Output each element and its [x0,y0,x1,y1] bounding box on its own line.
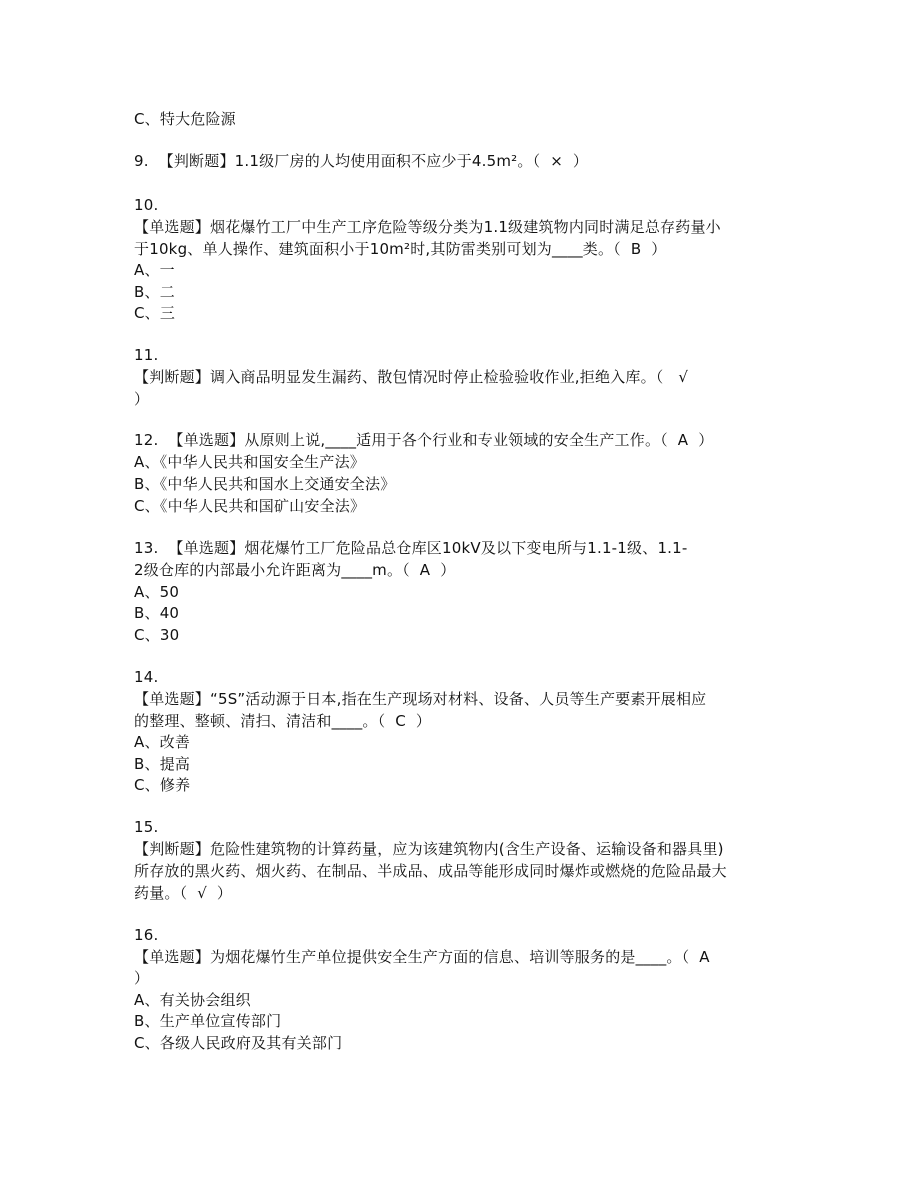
text-line: 14. [134,668,159,686]
text-line: ） [134,969,150,987]
text-line: C、三 [134,304,176,322]
text-line: B、二 [134,283,175,301]
text-line: C、《中华人民共和国矿山安全法》 [134,497,366,515]
text-line: 【判断题】调入商品明显发生漏药、散包情况时停止检验验收作业,拒绝入库。（ √ [134,368,689,386]
text-line: 11. [134,346,159,364]
text-line: C、特大危险源 [134,110,236,128]
text-line: ） [134,390,150,408]
text-line: C、各级人民政府及其有关部门 [134,1034,343,1052]
text-line: 所存放的黑火药、烟火药、在制品、半成品、成品等能形成同时爆炸或燃烧的危险品最大 [134,862,727,880]
text-line: A、《中华人民共和国安全生产法》 [134,453,365,471]
text-line: A、有关协会组织 [134,991,251,1009]
text-line: B、生产单位宣传部门 [134,1012,282,1030]
text-line: 12. 【单选题】从原则上说,____适用于各个行业和专业领域的安全生产工作。（ A ） [134,431,714,449]
text-line: A、改善 [134,733,191,751]
text-line: B、提高 [134,755,191,773]
text-line: 15. [134,818,159,836]
text-line: 9. 【判断题】1.1级厂房的人均使用面积不应少于4.5m²。（ × ） [134,152,589,170]
text-line: 【单选题】烟花爆竹工厂中生产工序危险等级分类为1.1级建筑物内同时满足总存药量小 [134,218,721,236]
text-line: 【单选题】为烟花爆竹生产单位提供安全生产方面的信息、培训等服务的是____。（ A [134,948,710,966]
text-line: 的整理、整顿、清扫、清洁和____。（ C ） [134,712,432,730]
text-line: 【单选题】“5S”活动源于日本,指在生产现场对材料、设备、人员等生产要素开展相应 [134,690,707,708]
text-line: B、40 [134,604,180,622]
text-line: 16. [134,926,159,944]
text-line: A、一 [134,261,175,279]
text-line: 13. 【单选题】烟花爆竹工厂危险品总仓库区10kV及以下变电所与1.1-1级、1.1- [134,539,688,557]
text-line: 2级仓库的内部最小允许距离为____m。（ A ） [134,561,456,579]
text-line: B、《中华人民共和国水上交通安全法》 [134,475,396,493]
text-line: 10. [134,196,159,214]
text-line: C、修养 [134,776,191,794]
text-line: 【判断题】危险性建筑物的计算药量，应为该建筑物内(含生产设备、运输设备和器具里) [134,840,724,858]
text-line: 药量。（ √ ） [134,884,233,902]
text-line: A、50 [134,583,180,601]
text-line: C、30 [134,626,180,644]
text-line: 于10kg、单人操作、建筑面积小于10m²时,其防雷类别可划为____类。（ B ） [134,240,667,258]
